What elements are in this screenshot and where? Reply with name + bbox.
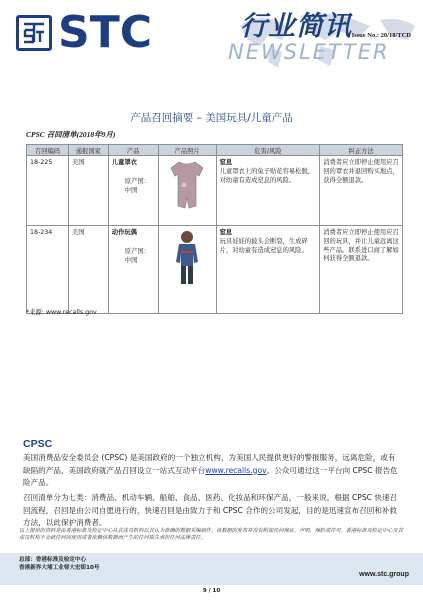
- col-header-product: 产品: [108, 145, 158, 156]
- newsletter-title-en: NEWSLETTER: [228, 40, 390, 64]
- remedy: 消费者应立即停止使用应召回的玩具，并让儿童远离这些产品。联系进口商了解如何获得全额退款。: [320, 226, 403, 314]
- footer-url[interactable]: www.stc.group: [359, 571, 409, 578]
- recall-table: [26, 144, 403, 314]
- source-note: *来源: www.recalls.gov: [26, 309, 97, 316]
- product-cell: [108, 226, 158, 314]
- product-name: 儿童罩衣: [111, 159, 137, 166]
- newsletter-title-cn: 行业简讯: [240, 11, 352, 42]
- cpsc-paragraph-1: [23, 452, 401, 490]
- logo-glyph-icon: [19, 18, 49, 48]
- footer-org: 总部：香港标准及检定中心: [19, 557, 87, 563]
- col-header-hazard: 危害/风险: [216, 145, 320, 156]
- hazard-title: 窒息: [219, 159, 233, 166]
- cpsc-paragraph-1-tail: 。公众可通过这一平台向 CPSC 报告危险产品。: [23, 465, 398, 487]
- table-header-row: [27, 145, 403, 156]
- hazard-cell: [216, 156, 320, 226]
- product-name: 动作玩偶: [111, 229, 137, 236]
- col-header-country: 通报国家: [68, 145, 108, 156]
- cpsc-paragraph-1-text: 美国消费品安全委员会 (CPSC) 是美国政府的一个独立机构，为美国人民提供更好的警报服务，远离危险，或有缺陷的产品，美国政府就产品召回设立一站式互动平台: [23, 453, 396, 475]
- recalls-link[interactable]: www.recalls.gov: [205, 465, 267, 475]
- col-header-remedy: 纠正方法: [320, 145, 403, 156]
- product-origin: 原产国：中国: [124, 177, 150, 194]
- footer-address-block: [19, 557, 100, 573]
- table-subtitle: CPSC 召回清单(2018年9月): [26, 130, 116, 139]
- hazard-cell: [216, 226, 320, 314]
- col-header-code: 召回编码: [27, 145, 69, 156]
- logo-text: STC: [58, 7, 152, 58]
- romper-image: [167, 158, 207, 212]
- country: 美国: [68, 156, 108, 226]
- action-figure-image: [170, 228, 204, 288]
- cpsc-paragraph-2: 召回清单分为七类：消费品、机动车辆、船舶、食品、医药、化妆品和环保产品，一般来说，根据 CPSC 快速召回流程，召回是由公司自愿进行的，快速召回是由致力于和 CPSC 合作的公司发起，目的是迅速宣布召回和补救方法，以此保护消费者。: [23, 493, 398, 527]
- stc-logo-mark: [16, 15, 52, 51]
- product-cell: [108, 156, 158, 226]
- disclaimer: 以上提供的资料是由香港标准及检定中心从其成员机构以其认为准确的数据采编制作。该数据的发布并没有附加任何保证、声明、保险或许可。香港标准及检定中心及其成员机构不会就任何因使用或者依赖该数据而产生的任何损失承担任何法律责任。: [19, 528, 403, 541]
- product-photo: [158, 226, 216, 314]
- table-row: [27, 156, 403, 226]
- page-number: 9 / 10: [202, 588, 221, 594]
- remedy: 消费者应立即停止使用应召回的罩衣并退回购买地点，获得全额退款。: [320, 156, 403, 226]
- recall-code: 18-234: [27, 226, 69, 314]
- recall-code: 18-225: [27, 156, 69, 226]
- col-header-photo: 产品照片: [158, 145, 216, 156]
- table-row: [27, 226, 403, 314]
- footer-address: 香港新界大埔工业邨大宏街10号: [19, 564, 100, 571]
- product-origin: 原产国：中国: [124, 247, 150, 264]
- hazard-text: 儿童罩衣上的兔子贴花容易松脱，对幼童有造成窒息的风险。: [219, 167, 315, 184]
- page-title: 产品召回摘要 – 美国玩具/儿童产品: [130, 112, 293, 124]
- hazard-title: 窒息: [219, 229, 233, 236]
- issue-number: Issue No.: 20/18/TCD: [351, 32, 411, 39]
- product-photo: [158, 156, 216, 226]
- country: 美国: [68, 226, 108, 314]
- cpsc-heading: CPSC: [23, 438, 53, 450]
- hazard-text: 玩具娃娃的披头会断裂，生成碎片，对幼童有造成窒息的风险。: [219, 237, 308, 254]
